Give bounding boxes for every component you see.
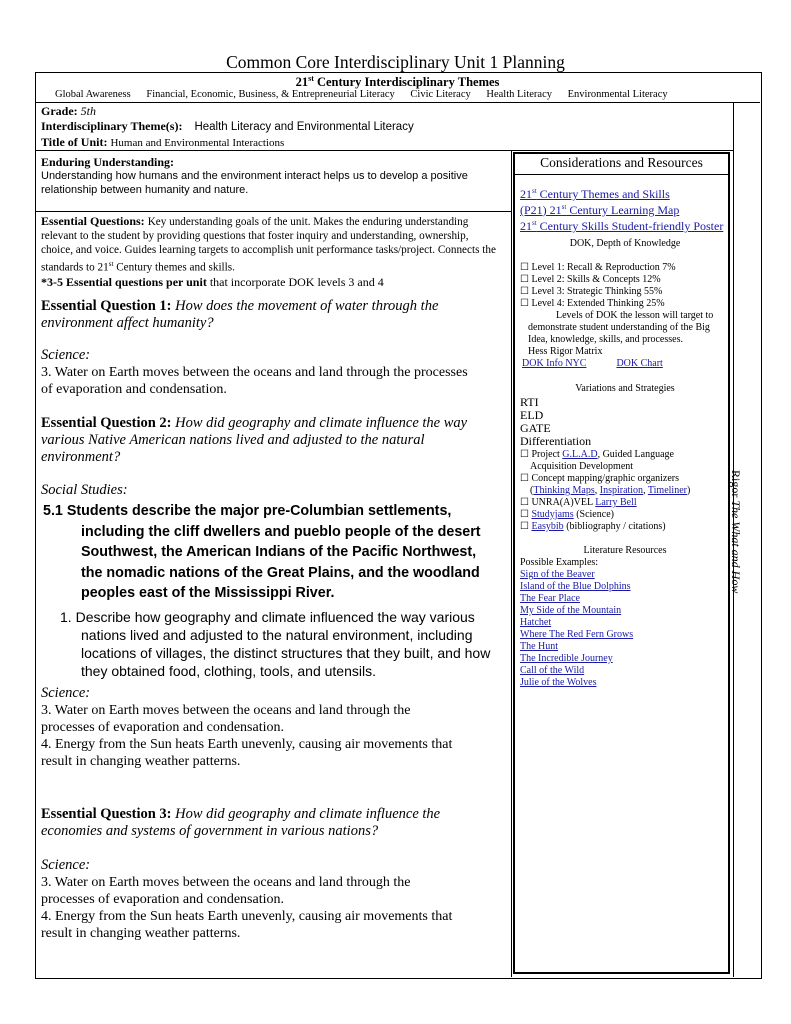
eq1-subject: Science: bbox=[41, 347, 91, 363]
strategies-list bbox=[520, 449, 730, 533]
eq2-question: How did geography and climate influence the way various Native American nations lived and adjusted to the natural environment? bbox=[41, 415, 468, 465]
eq2-label: Essential Question 2: bbox=[41, 415, 176, 431]
concept-mapping: ☐ Concept mapping/graphic organizers bbox=[520, 473, 680, 484]
link2-text: Century Learning Map bbox=[566, 203, 680, 217]
sub-line bbox=[60, 608, 510, 626]
link-p21-learning-map[interactable] bbox=[520, 201, 730, 217]
dok-level-2: ☐ Level 2: Skills & Concepts 12% bbox=[520, 274, 661, 285]
eq-note-rest: that incorporate DOK levels 3 and 4 bbox=[206, 274, 384, 289]
themes-row bbox=[35, 72, 760, 103]
rigor-word: Rigor bbox=[729, 470, 743, 501]
hess-rigor-matrix: Hess Rigor Matrix bbox=[528, 346, 603, 357]
essential-question-2 bbox=[41, 415, 491, 466]
sub-line-text: Describe how geography and climate influenced the way various bbox=[75, 609, 475, 625]
dok-note: Levels of DOK the lesson will target to demonstrate student understanding of the Big Idea, knowledge, skills, and processes. bbox=[528, 310, 714, 345]
eq-intro-text-end: Century themes and skills. bbox=[113, 261, 235, 274]
dok-levels bbox=[520, 262, 730, 370]
rigor-tagline: The What and How bbox=[729, 500, 743, 594]
eq2-subject-science: Science: bbox=[41, 685, 91, 701]
sci-line: 3. Water on Earth moves between the oceans and land through the bbox=[41, 875, 411, 890]
link-dok-info-nyc[interactable]: DOK Info NYC bbox=[522, 358, 587, 369]
link-larry-bell[interactable]: Larry Bell bbox=[595, 497, 637, 508]
literature-list bbox=[520, 557, 730, 689]
eq2-subject: Social Studies: bbox=[41, 482, 128, 498]
sci-line: 4. Energy from the Sun heats Earth unevenly, causing air movements that bbox=[41, 909, 453, 924]
dok-level-3: ☐ Level 3: Strategic Thinking 55% bbox=[520, 286, 663, 297]
sub-num: 1. bbox=[60, 609, 76, 625]
comma: , bbox=[643, 485, 648, 496]
sci-line: 4. Energy from the Sun heats Earth unevenly, causing air movements that bbox=[41, 737, 453, 752]
theme-global-awareness: Global Awareness bbox=[55, 89, 131, 100]
grade-value: 5th bbox=[80, 104, 96, 118]
std-line-text: Students describe the major pre-Columbian settlements, bbox=[66, 503, 452, 519]
link-skills-poster[interactable] bbox=[520, 217, 730, 233]
sci-line: result in changing weather patterns. bbox=[41, 754, 241, 769]
dok-level-1: ☐ Level 1: Recall & Reproduction 7% bbox=[520, 262, 676, 273]
paren-open: ( bbox=[530, 485, 534, 496]
link1-text: Century Themes and Skills bbox=[536, 187, 670, 201]
link-timeliner[interactable]: Timeliner bbox=[647, 485, 687, 496]
theme-line bbox=[41, 119, 414, 135]
link1-sup: st bbox=[532, 187, 537, 195]
theme-financial-literacy: Financial, Economic, Business, & Entrepreneurial Literacy bbox=[146, 89, 395, 100]
project-text: , Guided Language bbox=[597, 449, 674, 460]
easybib-note: (bibliography / citations) bbox=[563, 521, 666, 532]
std-line bbox=[43, 501, 508, 522]
sci-line: processes of evaporation and condensation. bbox=[41, 720, 284, 735]
eq3-science-standards bbox=[41, 874, 511, 942]
essential-questions-intro bbox=[41, 214, 503, 290]
enduring-label: Enduring Understanding: bbox=[41, 155, 175, 169]
eq2-sub-standard bbox=[60, 608, 510, 680]
var-rti: RTI bbox=[520, 395, 539, 409]
enduring-understanding bbox=[41, 155, 507, 197]
eq3-question: How did geography and climate influence the economies and systems of government in various nations? bbox=[41, 806, 441, 839]
themes-list bbox=[55, 89, 681, 100]
variations-list bbox=[520, 396, 730, 448]
sci-line: 3. Water on Earth moves between the oceans and land through the bbox=[41, 703, 411, 718]
var-gate: GATE bbox=[520, 421, 551, 435]
unravel-label: ☐ UNRA(A)VEL bbox=[520, 497, 596, 508]
link-easybib[interactable]: Easybib bbox=[531, 521, 564, 532]
dok-level-4: ☐ Level 4: Extended Thinking 25% bbox=[520, 298, 665, 309]
book-link[interactable]: My Side of the Mountain bbox=[520, 605, 622, 616]
essential-question-3 bbox=[41, 806, 481, 840]
link-inspiration[interactable]: Inspiration bbox=[599, 485, 644, 496]
std-line: peoples east of the Mississippi River. bbox=[81, 585, 335, 601]
std-line: including the cliff dwellers and pueblo people of the desert bbox=[81, 523, 481, 540]
literature-title: Literature Resources bbox=[583, 545, 667, 556]
themes-heading-sup: st bbox=[308, 74, 314, 83]
link-thinking-maps[interactable]: Thinking Maps bbox=[533, 485, 595, 496]
book-link[interactable]: Call of the Wild bbox=[520, 665, 585, 676]
theme-value: Health Literacy and Environmental Literacy bbox=[194, 121, 414, 133]
unit-title-line bbox=[41, 135, 414, 151]
eq-intro-sup: st bbox=[108, 260, 114, 268]
eq-intro-label: Essential Questions: bbox=[41, 214, 148, 228]
rigor-label bbox=[728, 470, 743, 593]
literature-intro: Possible Examples: bbox=[520, 557, 599, 568]
grade-line bbox=[41, 104, 414, 119]
theme-civic-literacy: Civic Literacy bbox=[410, 89, 471, 100]
unit-title-value: Human and Environmental Interactions bbox=[110, 137, 285, 149]
unit-info bbox=[41, 104, 414, 151]
sub-line: they obtained food, clothing, tools, and utensils. bbox=[81, 663, 376, 679]
theme-health-literacy: Health Literacy bbox=[486, 89, 552, 100]
sci-line: result in changing weather patterns. bbox=[41, 926, 241, 941]
std-line: Southwest, the American Indians of the Pacific Northwest, bbox=[81, 544, 477, 560]
checkbox-glyph: ☐ bbox=[520, 521, 532, 532]
link3-num: 21 bbox=[520, 219, 532, 233]
link-studyjams[interactable]: Studyjams bbox=[531, 509, 574, 520]
column-separator bbox=[511, 150, 512, 977]
themes-heading-num: 21 bbox=[295, 75, 309, 90]
var-eld: ELD bbox=[520, 408, 544, 422]
book-link[interactable]: The Fear Place bbox=[520, 593, 580, 604]
book-link[interactable]: The Incredible Journey bbox=[520, 653, 613, 664]
eq2-science-standards bbox=[41, 702, 511, 770]
link-21st-century-themes[interactable] bbox=[520, 185, 730, 201]
themes-heading-text: Century Interdisciplinary Themes bbox=[313, 75, 500, 90]
project-text-2: Acquisition Development bbox=[530, 461, 634, 472]
eq3-label: Essential Question 3: bbox=[41, 806, 176, 822]
unit-title-label: Title of Unit: bbox=[41, 135, 111, 149]
eq3-subject: Science: bbox=[41, 857, 91, 873]
theme-label: Interdisciplinary Theme(s): bbox=[41, 119, 183, 133]
essential-question-1 bbox=[41, 298, 481, 332]
checkbox-glyph: ☐ bbox=[520, 509, 532, 520]
eq1-label: Essential Question 1: bbox=[41, 298, 176, 314]
document-title: Common Core Interdisciplinary Unit 1 Planning bbox=[226, 52, 565, 72]
comma: , bbox=[594, 485, 600, 496]
eq-note-bold: *3-5 Essential questions per unit bbox=[41, 274, 207, 289]
eq2-standard-5-1 bbox=[43, 501, 508, 604]
book-link[interactable]: Julie of the Wolves bbox=[520, 677, 597, 688]
book-link[interactable]: Sign of the Beaver bbox=[520, 569, 595, 580]
sci-line: processes of evaporation and condensation. bbox=[41, 892, 284, 907]
eq-intro-text: Key understanding goals of the unit. Makes the enduring understanding relevant to the student by providing questions that foster inquiry and understanding, ownership, choice, and voice. Guides learning targets to accomplish unit performance tasks/project. Connects the standards to 21 bbox=[41, 216, 496, 274]
book-link[interactable]: Island of the Blue Dolphins bbox=[520, 581, 631, 592]
grade-label: Grade: bbox=[41, 104, 81, 118]
std-num: 5.1 bbox=[43, 503, 67, 519]
paren-close: ) bbox=[686, 485, 691, 496]
sub-line: nations lived and adjusted to the natural environment, including bbox=[81, 627, 473, 643]
eq1-question: How does the movement of water through the environment affect humanity? bbox=[41, 298, 439, 331]
link1-num: 21 bbox=[520, 187, 532, 201]
sub-line: locations of villages, the distinct structures that they built, and how bbox=[81, 645, 491, 661]
link-dok-chart[interactable]: DOK Chart bbox=[616, 358, 663, 369]
project-label: ☐ Project bbox=[520, 449, 563, 460]
resource-links bbox=[520, 185, 730, 233]
var-differentiation: Differentiation bbox=[520, 434, 592, 448]
enduring-text: Understanding how humans and the environment interact helps us to develop a positive relationship between humanity and nature. bbox=[41, 170, 468, 196]
book-link[interactable]: Where The Red Fern Grows bbox=[520, 629, 634, 640]
std-line: the nomadic nations of the Great Plains, and the woodland bbox=[81, 564, 480, 581]
link3-sup: st bbox=[532, 219, 537, 227]
studyjams-note: (Science) bbox=[573, 509, 614, 520]
theme-environmental-literacy: Environmental Literacy bbox=[567, 89, 668, 100]
book-link[interactable]: Hatchet bbox=[520, 617, 552, 628]
book-link[interactable]: The Hunt bbox=[520, 641, 559, 652]
variations-title: Variations and Strategies bbox=[575, 383, 675, 394]
dok-title: DOK, Depth of Knowledge bbox=[569, 238, 681, 249]
eq1-standard: 3. Water on Earth moves between the oceans and land through the processes of evaporation and condensation. bbox=[41, 365, 468, 397]
resources-heading: Considerations and Resources bbox=[513, 152, 730, 175]
link3-text: Century Skills Student-friendly Poster bbox=[536, 219, 724, 233]
themes-heading bbox=[35, 74, 760, 90]
link2-num: (P21) 21 bbox=[520, 203, 562, 217]
link-glad[interactable]: G.L.A.D bbox=[562, 449, 598, 460]
link2-sup: st bbox=[561, 203, 567, 211]
